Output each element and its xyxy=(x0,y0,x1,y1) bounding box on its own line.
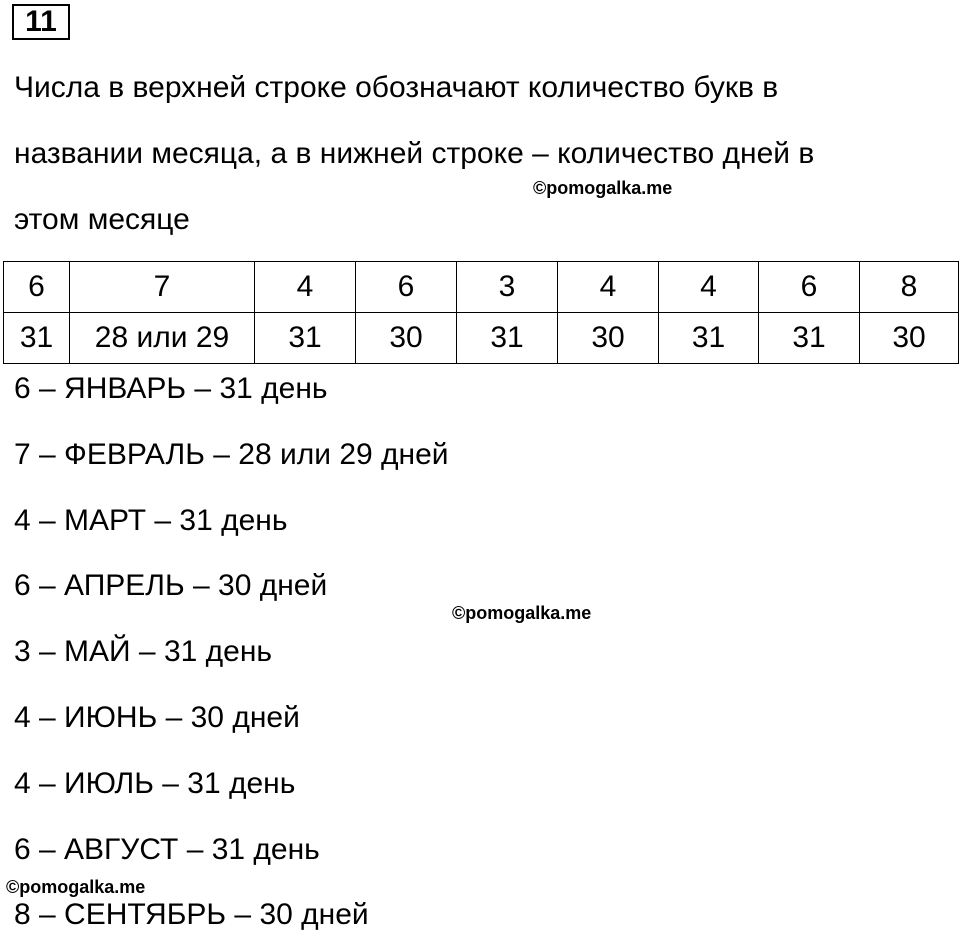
table-cell: 4 xyxy=(659,262,759,313)
letters-days-table xyxy=(3,261,959,364)
table-cell: 28 или 29 xyxy=(70,313,255,364)
month-line-january: 6 – ЯНВАРЬ – 31 день xyxy=(14,372,328,405)
table-cell: 31 xyxy=(4,313,70,364)
watermark-top: ©pomogalka.me xyxy=(533,178,673,198)
table-cell: 7 xyxy=(70,262,255,313)
intro-line-3: этом месяце xyxy=(14,203,190,236)
month-line-june: 4 – ИЮНЬ – 30 дней xyxy=(14,701,300,734)
table-cell: 3 xyxy=(457,262,558,313)
table-cell: 6 xyxy=(356,262,457,313)
table-cell: 30 xyxy=(356,313,457,364)
table-cell: 4 xyxy=(558,262,659,313)
watermark-middle: ©pomogalka.me xyxy=(452,603,592,623)
intro-line-2: названии месяца, а в нижней строке – количество дней в xyxy=(14,137,815,170)
table-cell: 31 xyxy=(659,313,759,364)
month-line-february: 7 – ФЕВРАЛЬ – 28 или 29 дней xyxy=(14,438,449,471)
month-line-september: 8 – СЕНТЯБРЬ – 30 дней xyxy=(14,898,369,931)
table-cell: 31 xyxy=(457,313,558,364)
table-cell: 31 xyxy=(759,313,860,364)
table-cell: 31 xyxy=(255,313,356,364)
letters-count-row xyxy=(4,262,959,313)
month-line-august: 6 – АВГУСТ – 31 день xyxy=(14,833,320,866)
table-cell: 8 xyxy=(860,262,959,313)
intro-line-1: Числа в верхней строке обозначают количество букв в xyxy=(14,71,779,104)
watermark-bottom: ©pomogalka.me xyxy=(6,877,146,897)
table-cell: 4 xyxy=(255,262,356,313)
table-cell: 6 xyxy=(4,262,70,313)
month-line-march: 4 – МАРТ – 31 день xyxy=(14,504,288,537)
table-cell: 30 xyxy=(558,313,659,364)
month-line-may: 3 – МАЙ – 31 день xyxy=(14,635,273,668)
table-cell: 30 xyxy=(860,313,959,364)
table-cell: 6 xyxy=(759,262,860,313)
days-count-row xyxy=(4,313,959,364)
month-line-july: 4 – ИЮЛЬ – 31 день xyxy=(14,767,296,800)
task-number-box: 11 xyxy=(12,4,70,40)
month-line-april: 6 – АПРЕЛЬ – 30 дней xyxy=(14,569,328,602)
